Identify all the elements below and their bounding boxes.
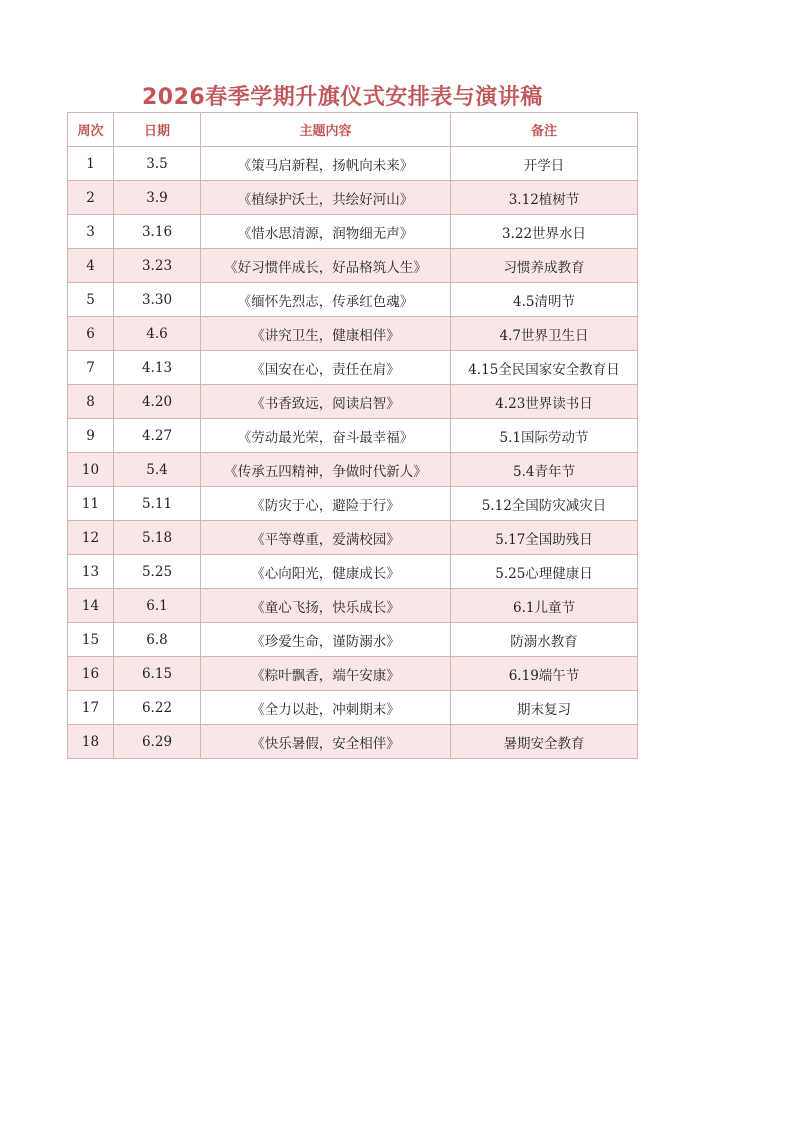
cell-note: 防溺水教育 [451, 623, 638, 657]
cell-note: 4.5清明节 [451, 283, 638, 317]
cell-week: 17 [68, 691, 114, 725]
cell-date: 6.29 [114, 725, 201, 759]
cell-week: 3 [68, 215, 114, 249]
table-row [68, 453, 638, 487]
cell-topic: 《平等尊重，爱满校园》 [201, 521, 451, 555]
table-row [68, 521, 638, 555]
cell-week: 6 [68, 317, 114, 351]
cell-week: 9 [68, 419, 114, 453]
cell-note: 6.1儿童节 [451, 589, 638, 623]
cell-week: 11 [68, 487, 114, 521]
table-row [68, 691, 638, 725]
cell-note: 4.23世界读书日 [451, 385, 638, 419]
cell-topic: 《童心飞扬，快乐成长》 [201, 589, 451, 623]
cell-topic: 《心向阳光，健康成长》 [201, 555, 451, 589]
cell-note: 习惯养成教育 [451, 249, 638, 283]
cell-note: 期末复习 [451, 691, 638, 725]
cell-topic: 《传承五四精神，争做时代新人》 [201, 453, 451, 487]
cell-date: 3.9 [114, 181, 201, 215]
cell-note: 5.17全国助残日 [451, 521, 638, 555]
cell-week: 16 [68, 657, 114, 691]
cell-week: 4 [68, 249, 114, 283]
table-row [68, 657, 638, 691]
cell-topic: 《植绿护沃土，共绘好河山》 [201, 181, 451, 215]
cell-note: 6.19端午节 [451, 657, 638, 691]
table-row [68, 181, 638, 215]
table-row [68, 385, 638, 419]
table-row [68, 725, 638, 759]
cell-note: 4.7世界卫生日 [451, 317, 638, 351]
cell-topic: 《防灾于心，避险于行》 [201, 487, 451, 521]
cell-date: 4.6 [114, 317, 201, 351]
cell-date: 6.1 [114, 589, 201, 623]
cell-topic: 《好习惯伴成长，好品格筑人生》 [201, 249, 451, 283]
header-date: 日期 [114, 113, 201, 147]
cell-note: 4.15全民国家安全教育日 [451, 351, 638, 385]
cell-topic: 《珍爱生命，谨防溺水》 [201, 623, 451, 657]
table-row [68, 351, 638, 385]
cell-date: 4.13 [114, 351, 201, 385]
cell-note: 5.25心理健康日 [451, 555, 638, 589]
table-header-row [68, 113, 638, 147]
cell-topic: 《国安在心，责任在肩》 [201, 351, 451, 385]
table-row [68, 283, 638, 317]
cell-date: 3.30 [114, 283, 201, 317]
header-note: 备注 [451, 113, 638, 147]
cell-week: 1 [68, 147, 114, 181]
cell-note: 5.12全国防灾减灾日 [451, 487, 638, 521]
cell-topic: 《策马启新程，扬帆向未来》 [201, 147, 451, 181]
table-row [68, 555, 638, 589]
table-row [68, 147, 638, 181]
cell-note: 3.22世界水日 [451, 215, 638, 249]
cell-note: 开学日 [451, 147, 638, 181]
cell-week: 8 [68, 385, 114, 419]
cell-date: 3.23 [114, 249, 201, 283]
cell-note: 5.1国际劳动节 [451, 419, 638, 453]
cell-topic: 《惜水思清源，润物细无声》 [201, 215, 451, 249]
table-row [68, 249, 638, 283]
cell-note: 暑期安全教育 [451, 725, 638, 759]
table-row [68, 317, 638, 351]
cell-date: 4.27 [114, 419, 201, 453]
cell-date: 5.11 [114, 487, 201, 521]
cell-date: 3.5 [114, 147, 201, 181]
schedule-table [67, 112, 638, 759]
cell-week: 2 [68, 181, 114, 215]
cell-date: 3.16 [114, 215, 201, 249]
cell-topic: 《全力以赴，冲刺期末》 [201, 691, 451, 725]
cell-note: 5.4青年节 [451, 453, 638, 487]
table-row [68, 419, 638, 453]
cell-note: 3.12植树节 [451, 181, 638, 215]
cell-topic: 《缅怀先烈志，传承红色魂》 [201, 283, 451, 317]
cell-week: 15 [68, 623, 114, 657]
cell-date: 6.15 [114, 657, 201, 691]
page-title: 2026春季学期升旗仪式安排表与演讲稿 [142, 85, 543, 110]
table-row [68, 215, 638, 249]
cell-topic: 《劳动最光荣，奋斗最幸福》 [201, 419, 451, 453]
cell-date: 6.22 [114, 691, 201, 725]
cell-topic: 《书香致远，阅读启智》 [201, 385, 451, 419]
cell-week: 13 [68, 555, 114, 589]
cell-date: 4.20 [114, 385, 201, 419]
cell-week: 14 [68, 589, 114, 623]
cell-week: 18 [68, 725, 114, 759]
table-row [68, 487, 638, 521]
cell-week: 10 [68, 453, 114, 487]
cell-topic: 《粽叶飘香，端午安康》 [201, 657, 451, 691]
cell-week: 5 [68, 283, 114, 317]
table-row [68, 589, 638, 623]
cell-week: 7 [68, 351, 114, 385]
cell-date: 5.4 [114, 453, 201, 487]
cell-week: 12 [68, 521, 114, 555]
cell-date: 6.8 [114, 623, 201, 657]
cell-date: 5.25 [114, 555, 201, 589]
cell-date: 5.18 [114, 521, 201, 555]
cell-topic: 《快乐暑假，安全相伴》 [201, 725, 451, 759]
cell-topic: 《讲究卫生，健康相伴》 [201, 317, 451, 351]
header-topic: 主题内容 [201, 113, 451, 147]
header-week: 周次 [68, 113, 114, 147]
table-row [68, 623, 638, 657]
